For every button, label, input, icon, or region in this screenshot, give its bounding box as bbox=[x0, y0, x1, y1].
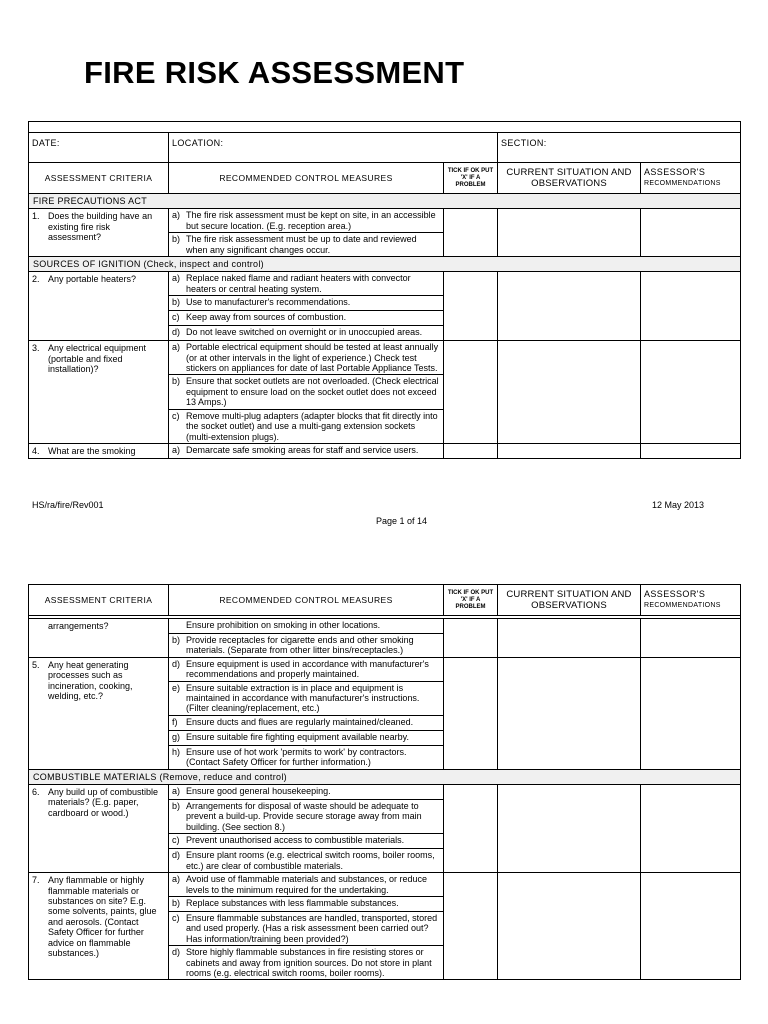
measure-text: Do not leave switched on overnight or in unoccupied areas. bbox=[186, 327, 423, 338]
measure-text: Arrangements for disposal of waste should be adequate to prevent a build-up. Provide secure storage away from main building. (See section 8.) bbox=[186, 801, 422, 832]
col-header-assessor: ASSESSOR'S RECOMMENDATIONS bbox=[641, 163, 741, 194]
measure-text: Portable electrical equipment should be tested at least annually (or at other intervals in the light of experience.) Check test stickers on appliances for date of last Portable Appliance Tests. bbox=[186, 342, 439, 374]
col-header-criteria: ASSESSMENT CRITERIA bbox=[29, 585, 169, 616]
page-number: Page 1 of 14 bbox=[376, 516, 428, 526]
recommendation-cell[interactable] bbox=[641, 209, 741, 257]
observation-cell[interactable] bbox=[498, 873, 641, 980]
measure-item bbox=[169, 731, 443, 746]
measure-item bbox=[169, 800, 443, 834]
table-row bbox=[29, 873, 741, 980]
measure-item bbox=[169, 619, 443, 634]
measures-cell bbox=[169, 657, 444, 769]
observation-cell[interactable] bbox=[498, 272, 641, 341]
measure-item bbox=[169, 946, 443, 979]
recommendation-cell[interactable] bbox=[641, 619, 741, 658]
table-row bbox=[29, 272, 741, 341]
measure-text: Replace naked flame and radiant heaters with convector heaters or central heating system. bbox=[186, 273, 411, 294]
measure-item bbox=[169, 658, 443, 682]
criterion-number: 1. bbox=[32, 211, 40, 222]
section-cell[interactable]: SECTION: bbox=[498, 133, 741, 163]
section-header-row bbox=[29, 257, 741, 272]
footer-date: 12 May 2013 bbox=[652, 500, 705, 510]
document-title: FIRE RISK ASSESSMENT bbox=[84, 55, 465, 90]
measure-letter: a) bbox=[172, 273, 181, 284]
measure-letter: e) bbox=[172, 682, 181, 693]
measure-text: Remove multi-plug adapters (adapter blocks that fit directly into the socket outlet) and use a multi-gang extension sockets (multi-extension plugs). bbox=[186, 410, 438, 442]
measure-text: Ensure plant rooms (e.g. electrical switch rooms, boiler rooms, etc.) are clear of combustible materials. bbox=[186, 850, 435, 871]
criterion-cell bbox=[29, 619, 169, 658]
criterion-number: 3. bbox=[32, 343, 40, 354]
measure-letter: b) bbox=[172, 297, 181, 308]
section-header-row bbox=[29, 769, 741, 784]
col-header-current: CURRENT SITUATION AND OBSERVATIONS bbox=[498, 585, 641, 616]
measure-letter: c) bbox=[172, 312, 180, 323]
criterion-text: Any flammable or highly flammable materials or substances on site? E.g. some solvents, paints, glue and aerosols. (Contact Safety Officer for further advice on flammable substances.) bbox=[48, 875, 157, 958]
page-2-table bbox=[28, 584, 740, 980]
measure-letter: b) bbox=[172, 635, 181, 645]
measure-item bbox=[169, 296, 443, 311]
measure-item bbox=[169, 341, 443, 375]
tick-cell[interactable] bbox=[444, 209, 498, 257]
measure-text: Ensure prohibition on smoking in other locations. bbox=[186, 620, 381, 630]
tick-cell[interactable] bbox=[444, 443, 498, 458]
measure-letter: a) bbox=[172, 342, 181, 353]
measures-cell bbox=[169, 443, 444, 458]
measure-text: The fire risk assessment must be up to date and reviewed when any significant changes occur. bbox=[186, 234, 417, 255]
measure-letter: b) bbox=[172, 376, 181, 387]
tick-cell[interactable] bbox=[444, 785, 498, 873]
measure-text: Prevent unauthorised access to combustible materials. bbox=[186, 835, 405, 846]
table-row bbox=[29, 443, 741, 458]
measure-item bbox=[169, 785, 443, 800]
measure-text: Ensure use of hot work 'permits to work' by contractors. (Contact Safety Officer for further information.) bbox=[186, 746, 407, 768]
criterion-text: Any heat generating processes such as incineration, cooking, welding, etc.? bbox=[48, 659, 133, 702]
section-header-row bbox=[29, 194, 741, 209]
recommendation-cell[interactable] bbox=[641, 785, 741, 873]
observation-cell[interactable] bbox=[498, 443, 641, 458]
tick-cell[interactable] bbox=[444, 657, 498, 769]
criterion-number: 6. bbox=[32, 787, 40, 798]
measure-text: Use to manufacturer's recommendations. bbox=[186, 297, 351, 308]
measure-text: Replace substances with less flammable substances. bbox=[186, 897, 399, 908]
measure-item bbox=[169, 233, 443, 256]
observation-cell[interactable] bbox=[498, 619, 641, 658]
measure-letter: d) bbox=[172, 850, 181, 861]
measure-letter: c) bbox=[172, 912, 180, 923]
criterion-text: Any electrical equipment (portable and fixed installation)? bbox=[48, 343, 147, 375]
blank-top-row bbox=[29, 122, 741, 133]
measure-letter: h) bbox=[172, 746, 181, 757]
measure-item bbox=[169, 326, 443, 340]
measure-letter: a) bbox=[172, 210, 181, 221]
measure-text: Keep away from sources of combustion. bbox=[186, 312, 347, 323]
measure-item bbox=[169, 634, 443, 657]
col-header-measures: RECOMMENDED CONTROL MEASURES bbox=[169, 163, 444, 194]
measure-text: Ensure good general housekeeping. bbox=[186, 786, 331, 797]
criterion-cell bbox=[29, 341, 169, 444]
footer-reference: HS/ra/fire/Rev001 bbox=[32, 500, 104, 510]
measures-cell bbox=[169, 619, 444, 658]
measure-item bbox=[169, 912, 443, 946]
measure-item bbox=[169, 311, 443, 326]
col-header-measures: RECOMMENDED CONTROL MEASURES bbox=[169, 585, 444, 616]
measure-text: Ensure flammable substances are handled, transported, stored and used properly. (Has a risk assessment been carried out? Has information/training been provided?) bbox=[186, 912, 438, 944]
table-row bbox=[29, 341, 741, 444]
measure-item bbox=[169, 272, 443, 296]
measure-text: Store highly flammable substances in fire resisting stores or cabinets and away from ignition sources. Do not store in plant rooms (e.g. electrical switch rooms, boiler rooms). bbox=[186, 947, 432, 978]
measure-letter: a) bbox=[172, 786, 181, 797]
table-row bbox=[29, 209, 741, 257]
measure-letter: b) bbox=[172, 801, 181, 812]
criterion-text: Any build up of combustible materials? (E.g. paper, cardboard or wood.) bbox=[48, 787, 159, 818]
measure-item bbox=[169, 375, 443, 409]
criterion-number: 7. bbox=[32, 875, 40, 886]
measure-item bbox=[169, 746, 443, 769]
measure-item bbox=[169, 873, 443, 897]
measure-letter: a) bbox=[172, 874, 181, 885]
measure-text: Avoid use of flammable materials and substances, or reduce levels to the minimum required for the undertaking. bbox=[186, 874, 427, 895]
criterion-cell bbox=[29, 272, 169, 341]
measure-text: Ensure suitable fire fighting equipment available nearby. bbox=[186, 731, 409, 742]
measure-item bbox=[169, 849, 443, 872]
measure-letter: d) bbox=[172, 327, 181, 338]
date-cell[interactable]: DATE: bbox=[29, 133, 169, 163]
measure-letter: b) bbox=[172, 897, 181, 908]
criterion-cell bbox=[29, 209, 169, 257]
measure-item bbox=[169, 897, 443, 912]
measure-letter: f) bbox=[172, 716, 178, 727]
measure-letter: c) bbox=[172, 835, 180, 846]
col-header-current: CURRENT SITUATION AND OBSERVATIONS bbox=[498, 163, 641, 194]
recommendation-cell[interactable] bbox=[641, 443, 741, 458]
observation-cell[interactable] bbox=[498, 209, 641, 257]
criterion-cell bbox=[29, 873, 169, 980]
criterion-text: What are the smoking bbox=[48, 445, 136, 456]
col-header-tick: TICK IF OK PUT 'X' IF A PROBLEM bbox=[444, 163, 498, 194]
criterion-number: 5. bbox=[32, 659, 40, 670]
table-row bbox=[29, 785, 741, 873]
col-header-tick: TICK IF OK PUT 'X' IF A PROBLEM bbox=[444, 585, 498, 616]
measure-item bbox=[169, 716, 443, 731]
measures-cell bbox=[169, 341, 444, 444]
measure-text: Provide receptacles for cigarette ends and other smoking materials. (Separate from other litter bins/receptacles.) bbox=[186, 635, 414, 656]
page-1-table bbox=[28, 121, 740, 459]
criterion-text: Any portable heaters? bbox=[48, 274, 137, 285]
measure-text: Demarcate safe smoking areas for staff and service users. bbox=[186, 444, 419, 455]
tick-cell[interactable] bbox=[444, 873, 498, 980]
table-row bbox=[29, 619, 741, 658]
measure-item bbox=[169, 444, 443, 458]
measure-letter: d) bbox=[172, 947, 181, 958]
table-row bbox=[29, 657, 741, 769]
criterion-number: 2. bbox=[32, 274, 40, 285]
section-label: COMBUSTIBLE MATERIALS (Remove, reduce and control) bbox=[29, 769, 741, 784]
measures-cell bbox=[169, 785, 444, 873]
measure-text: Ensure suitable extraction is in place and equipment is maintained in accordance with manufacturer's instructions. (Filter cleaning/replacement, etc.) bbox=[186, 682, 420, 714]
measure-item bbox=[169, 209, 443, 233]
measure-text: The fire risk assessment must be kept on site, in an accessible but secure location. (E.g. reception area.) bbox=[186, 210, 436, 231]
observation-cell[interactable] bbox=[498, 785, 641, 873]
measure-letter: d) bbox=[172, 658, 181, 669]
measures-cell bbox=[169, 209, 444, 257]
recommendation-cell[interactable] bbox=[641, 657, 741, 769]
section-label: SOURCES OF IGNITION (Check, inspect and control) bbox=[29, 257, 741, 272]
measures-cell bbox=[169, 272, 444, 341]
col-header-assessor: ASSESSOR'S RECOMMENDATIONS bbox=[641, 585, 741, 616]
criterion-cell bbox=[29, 785, 169, 873]
observation-cell[interactable] bbox=[498, 657, 641, 769]
measure-text: Ensure equipment is used in accordance with manufacturer's recommendations and properly maintained. bbox=[186, 658, 429, 680]
measure-text: Ensure that socket outlets are not overloaded. (Check electrical equipment to ensure load on the socket outlet does not exceed 13 Amps.) bbox=[186, 376, 439, 408]
measure-text: Ensure ducts and flues are regularly maintained/cleaned. bbox=[186, 716, 414, 727]
measures-cell bbox=[169, 873, 444, 980]
observation-cell[interactable] bbox=[498, 341, 641, 444]
recommendation-cell[interactable] bbox=[641, 341, 741, 444]
criterion-cell bbox=[29, 657, 169, 769]
tick-cell[interactable] bbox=[444, 619, 498, 658]
criterion-number: 4. bbox=[32, 445, 40, 456]
measure-item bbox=[169, 682, 443, 716]
measure-letter: g) bbox=[172, 731, 181, 742]
criterion-text: Does the building have an existing fire risk assessment? bbox=[48, 211, 153, 243]
criterion-cell bbox=[29, 443, 169, 458]
section-label: FIRE PRECAUTIONS ACT bbox=[29, 194, 741, 209]
tick-cell[interactable] bbox=[444, 341, 498, 444]
recommendation-cell[interactable] bbox=[641, 272, 741, 341]
measure-item bbox=[169, 410, 443, 443]
tick-cell[interactable] bbox=[444, 272, 498, 341]
measure-letter: a) bbox=[172, 444, 181, 455]
location-cell[interactable]: LOCATION: bbox=[169, 133, 498, 163]
measure-letter: b) bbox=[172, 234, 181, 245]
measure-item bbox=[169, 834, 443, 849]
col-header-criteria: ASSESSMENT CRITERIA bbox=[29, 163, 169, 194]
measure-letter bbox=[172, 620, 186, 632]
measure-letter: c) bbox=[172, 410, 180, 421]
criterion-text: arrangements? bbox=[48, 621, 109, 631]
recommendation-cell[interactable] bbox=[641, 873, 741, 980]
